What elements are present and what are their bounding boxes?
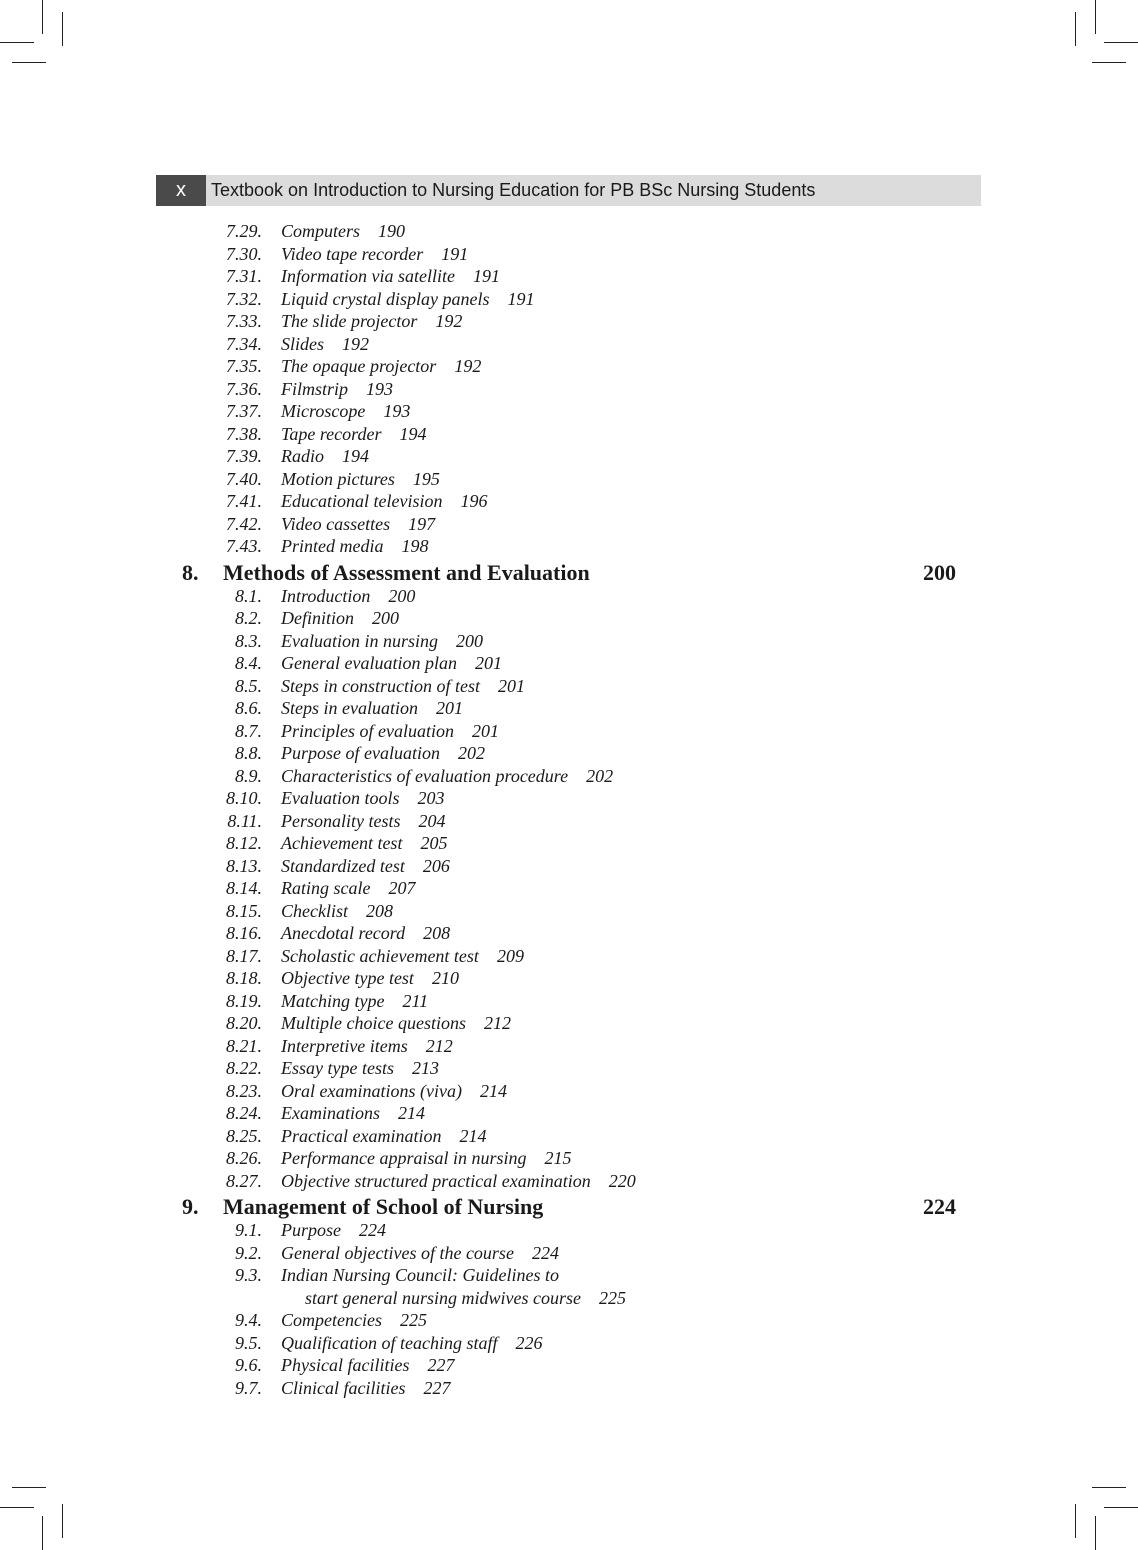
toc-entry — [0, 513, 1138, 536]
toc-entry — [0, 855, 1138, 878]
entry-page: 224 — [359, 1220, 386, 1240]
entry-title: Introduction — [281, 585, 371, 606]
toc-entry — [0, 445, 1138, 468]
entry-number: 9.5. — [235, 1332, 262, 1353]
entry-title: Characteristics of evaluation procedure — [281, 765, 569, 786]
entry-number: 7.39. — [226, 446, 262, 466]
toc-entry — [0, 630, 1138, 653]
chapter-title: Management of School of Nursing — [223, 1194, 544, 1219]
entry-page: 212 — [483, 1013, 511, 1033]
toc-entry — [0, 400, 1138, 423]
entry-title: Indian Nursing Council: Guidelines to — [281, 1265, 559, 1285]
entry-number: 7.37. — [226, 401, 262, 421]
entry-page: 201 — [471, 720, 499, 741]
entry-number: 9.3. — [235, 1265, 262, 1285]
entry-title: Evaluation in nursing — [281, 630, 438, 651]
entry-page: 191 — [472, 266, 500, 286]
toc-entry — [0, 535, 1138, 558]
entry-title: Video tape recorder — [281, 243, 424, 264]
entry-page: 200 — [372, 608, 399, 628]
entry-number: 7.36. — [226, 378, 262, 399]
toc-entry — [0, 697, 1138, 720]
entry-title: Rating scale — [281, 878, 371, 898]
entry-number: 8.17. — [226, 945, 262, 966]
toc-entry — [0, 1170, 1138, 1193]
entry-page: 190 — [378, 221, 406, 241]
toc-entry — [0, 490, 1138, 513]
entry-number: 8.18. — [226, 968, 262, 988]
entry-number: 8.12. — [226, 833, 262, 853]
entry-title: Standardized test — [281, 855, 405, 876]
entry-page: 200 — [388, 585, 416, 606]
toc-entry — [0, 720, 1138, 743]
entry-page: 220 — [608, 1170, 636, 1191]
toc-entry-continuation — [0, 1287, 1138, 1310]
entry-number: 7.30. — [226, 243, 262, 264]
entry-title: Performance appraisal in nursing — [281, 1148, 527, 1168]
entry-title: Principles of evaluation — [281, 720, 454, 741]
entry-number: 9.6. — [235, 1355, 262, 1375]
entry-title: Purpose of evaluation — [281, 743, 440, 763]
toc-entry — [0, 243, 1138, 266]
crop-mark — [42, 1516, 43, 1550]
entry-title: Slides — [281, 333, 324, 354]
crop-mark — [1075, 12, 1076, 46]
toc-entry — [0, 810, 1138, 833]
entry-title: Educational television — [281, 491, 443, 511]
toc-chapter — [0, 558, 1138, 585]
toc-entry — [0, 900, 1138, 923]
toc-entry — [0, 1012, 1138, 1035]
entry-number: 8.11. — [227, 810, 262, 831]
crop-mark — [12, 1487, 46, 1488]
entry-page: 206 — [422, 855, 450, 876]
crop-mark — [42, 0, 43, 34]
entry-number: 7.40. — [226, 468, 262, 489]
table-of-contents — [0, 220, 1138, 1399]
toc-entry — [0, 1035, 1138, 1058]
entry-title: Printed media — [281, 536, 384, 556]
entry-page: 205 — [420, 833, 448, 853]
entry-number: 8.1. — [235, 585, 262, 606]
entry-page: 191 — [441, 243, 469, 264]
crop-mark — [0, 1507, 34, 1508]
entry-number: 8.2. — [235, 608, 262, 628]
toc-entry — [0, 945, 1138, 968]
crop-mark — [1095, 0, 1096, 34]
entry-title: Checklist — [281, 900, 348, 921]
toc-entry — [0, 877, 1138, 900]
entry-page: 215 — [544, 1148, 572, 1168]
toc-entry — [0, 1125, 1138, 1148]
toc-entry — [0, 1377, 1138, 1400]
page-number: x — [156, 175, 206, 206]
entry-page: 212 — [425, 1035, 453, 1056]
toc-entry — [0, 378, 1138, 401]
toc-entry — [0, 675, 1138, 698]
entry-title: Purpose — [281, 1220, 341, 1240]
toc-entry — [0, 468, 1138, 491]
entry-number: 8.16. — [226, 923, 262, 943]
entry-page: 208 — [423, 923, 451, 943]
chapter-title: Methods of Assessment and Evaluation — [223, 559, 590, 585]
entry-title: The slide projector — [281, 311, 418, 331]
running-header — [156, 175, 981, 206]
toc-entry — [0, 1332, 1138, 1355]
entry-page: 193 — [366, 378, 394, 399]
entry-page: 207 — [388, 878, 416, 898]
entry-page: 201 — [435, 698, 463, 718]
entry-title: Matching type — [281, 990, 385, 1011]
entry-page: 225 — [599, 1287, 626, 1308]
toc-entry — [0, 652, 1138, 675]
toc-entry — [0, 1147, 1138, 1170]
entry-title: Practical examination — [281, 1125, 442, 1146]
crop-mark — [1092, 62, 1126, 63]
entry-title: Radio — [281, 446, 324, 466]
entry-page: 194 — [399, 423, 427, 444]
chapter-page: 224 — [923, 1194, 956, 1219]
toc-entry — [0, 967, 1138, 990]
toc-entry — [0, 355, 1138, 378]
entry-page: 198 — [401, 536, 429, 556]
crop-mark — [62, 12, 63, 46]
entry-title: Competencies — [281, 1310, 382, 1330]
entry-page: 214 — [479, 1080, 507, 1101]
entry-title: Achievement test — [281, 833, 403, 853]
entry-number: 8.22. — [226, 1058, 262, 1078]
entry-page: 225 — [399, 1310, 427, 1330]
entry-number: 8.20. — [226, 1013, 262, 1033]
entry-title: Oral examinations (viva) — [281, 1080, 462, 1101]
crop-mark — [12, 62, 46, 63]
entry-number: 8.24. — [226, 1103, 262, 1123]
chapter-number: 9. — [182, 1194, 199, 1219]
entry-title: General objectives of the course — [281, 1242, 514, 1263]
crop-mark — [1104, 1507, 1138, 1508]
entry-number: 8.23. — [226, 1080, 262, 1101]
entry-page: 202 — [457, 743, 485, 763]
entry-page: 200 — [456, 630, 483, 651]
entry-number: 8.5. — [235, 675, 262, 696]
toc-entry — [0, 220, 1138, 243]
entry-title: Microscope — [281, 401, 366, 421]
entry-title: Qualification of teaching staff — [281, 1332, 498, 1353]
entry-number: 8.9. — [235, 765, 262, 786]
entry-page: 201 — [474, 653, 502, 673]
toc-entry — [0, 1309, 1138, 1332]
entry-title: Definition — [281, 608, 354, 628]
entry-title: Objective type test — [281, 968, 414, 988]
entry-title: Steps in evaluation — [281, 698, 418, 718]
entry-number: 7.31. — [226, 266, 262, 286]
entry-title: Anecdotal record — [281, 923, 406, 943]
entry-page: 214 — [398, 1103, 425, 1123]
chapter-page: 200 — [923, 559, 956, 585]
entry-number: 8.21. — [226, 1035, 262, 1056]
entry-page: 214 — [459, 1125, 487, 1146]
entry-number: 8.25. — [226, 1125, 262, 1146]
entry-number: 8.4. — [235, 653, 262, 673]
entry-page: 208 — [365, 900, 393, 921]
entry-title: Evaluation tools — [281, 788, 400, 808]
toc-chapter — [0, 1192, 1138, 1219]
entry-number: 7.29. — [226, 221, 262, 241]
entry-page: 203 — [417, 788, 445, 808]
entry-page: 213 — [411, 1058, 439, 1078]
entry-page: 194 — [342, 446, 369, 466]
entry-title: Filmstrip — [281, 378, 349, 399]
entry-page: 197 — [408, 513, 436, 534]
entry-number: 9.4. — [235, 1310, 262, 1330]
entry-title: General evaluation plan — [281, 653, 457, 673]
entry-title: Interpretive items — [281, 1035, 408, 1056]
toc-entry — [0, 310, 1138, 333]
entry-title: Scholastic achievement test — [281, 945, 479, 966]
entry-page: 204 — [418, 810, 446, 831]
crop-mark — [1075, 1504, 1076, 1538]
entry-page: 227 — [423, 1377, 451, 1398]
entry-title: start general nursing midwives course — [305, 1287, 581, 1308]
toc-entry — [0, 265, 1138, 288]
toc-entry — [0, 832, 1138, 855]
entry-page: 227 — [427, 1355, 455, 1375]
entry-number: 7.32. — [226, 288, 262, 309]
toc-entry — [0, 333, 1138, 356]
entry-number: 8.7. — [235, 720, 262, 741]
entry-title: Tape recorder — [281, 423, 382, 444]
entry-page: 202 — [586, 765, 614, 786]
entry-number: 8.15. — [226, 900, 262, 921]
toc-entry — [0, 1080, 1138, 1103]
entry-page: 193 — [383, 401, 411, 421]
toc-entry — [0, 990, 1138, 1013]
entry-number: 8.10. — [226, 788, 262, 808]
entry-title: The opaque projector — [281, 356, 437, 376]
entry-title: Steps in construction of test — [281, 675, 480, 696]
crop-mark — [1104, 42, 1138, 43]
entry-number: 9.1. — [235, 1220, 262, 1240]
toc-entry — [0, 787, 1138, 810]
toc-entry — [0, 1354, 1138, 1377]
entry-title: Essay type tests — [281, 1058, 394, 1078]
crop-mark — [1095, 1516, 1096, 1550]
toc-entry — [0, 1219, 1138, 1242]
entry-title: Liquid crystal display panels — [281, 288, 490, 309]
entry-number: 9.7. — [235, 1377, 262, 1398]
entry-number: 7.34. — [226, 333, 262, 354]
toc-entry — [0, 585, 1138, 608]
entry-page: 224 — [531, 1242, 559, 1263]
entry-title: Information via satellite — [281, 266, 455, 286]
entry-title: Objective structured practical examination — [281, 1170, 591, 1191]
crop-mark — [62, 1504, 63, 1538]
entry-page: 210 — [431, 968, 459, 988]
entry-title: Multiple choice questions — [281, 1013, 466, 1033]
entry-number: 8.3. — [235, 630, 262, 651]
crop-mark — [1092, 1487, 1126, 1488]
chapter-number: 8. — [182, 559, 199, 585]
entry-number: 7.42. — [226, 513, 262, 534]
book-title: Textbook on Introduction to Nursing Education for PB BSc Nursing Students — [211, 180, 816, 200]
entry-title: Computers — [281, 221, 361, 241]
entry-number: 8.26. — [226, 1148, 262, 1168]
entry-title: Motion pictures — [281, 468, 395, 489]
entry-number: 7.38. — [226, 423, 262, 444]
entry-page: 192 — [342, 333, 369, 354]
entry-title: Video cassettes — [281, 513, 391, 534]
toc-entry — [0, 1102, 1138, 1125]
toc-entry — [0, 1264, 1138, 1287]
entry-title: Physical facilities — [281, 1355, 410, 1375]
entry-number: 8.6. — [235, 698, 262, 718]
entry-page: 195 — [412, 468, 440, 489]
entry-page: 192 — [454, 356, 482, 376]
toc-entry — [0, 742, 1138, 765]
entry-number: 7.33. — [226, 311, 262, 331]
entry-number: 8.8. — [235, 743, 262, 763]
entry-page: 201 — [497, 675, 525, 696]
entry-page: 196 — [460, 491, 488, 511]
toc-entry — [0, 922, 1138, 945]
toc-entry — [0, 423, 1138, 446]
entry-title: Clinical facilities — [281, 1377, 406, 1398]
toc-entry — [0, 288, 1138, 311]
entry-number: 7.41. — [226, 491, 262, 511]
entry-title: Personality tests — [281, 810, 401, 831]
entry-number: 8.27. — [226, 1170, 262, 1191]
entry-number: 7.35. — [226, 356, 262, 376]
entry-number: 7.43. — [226, 536, 262, 556]
entry-number: 8.19. — [226, 990, 262, 1011]
toc-entry — [0, 1242, 1138, 1265]
crop-mark — [0, 42, 34, 43]
toc-entry — [0, 607, 1138, 630]
entry-page: 226 — [515, 1332, 543, 1353]
entry-page: 191 — [507, 288, 535, 309]
entry-page: 192 — [435, 311, 463, 331]
entry-number: 8.14. — [226, 878, 262, 898]
entry-page: 211 — [402, 990, 429, 1011]
toc-entry — [0, 1057, 1138, 1080]
entry-number: 9.2. — [235, 1242, 262, 1263]
entry-number: 8.13. — [226, 855, 262, 876]
toc-entry — [0, 765, 1138, 788]
entry-title: Examinations — [281, 1103, 380, 1123]
entry-page: 209 — [496, 945, 524, 966]
